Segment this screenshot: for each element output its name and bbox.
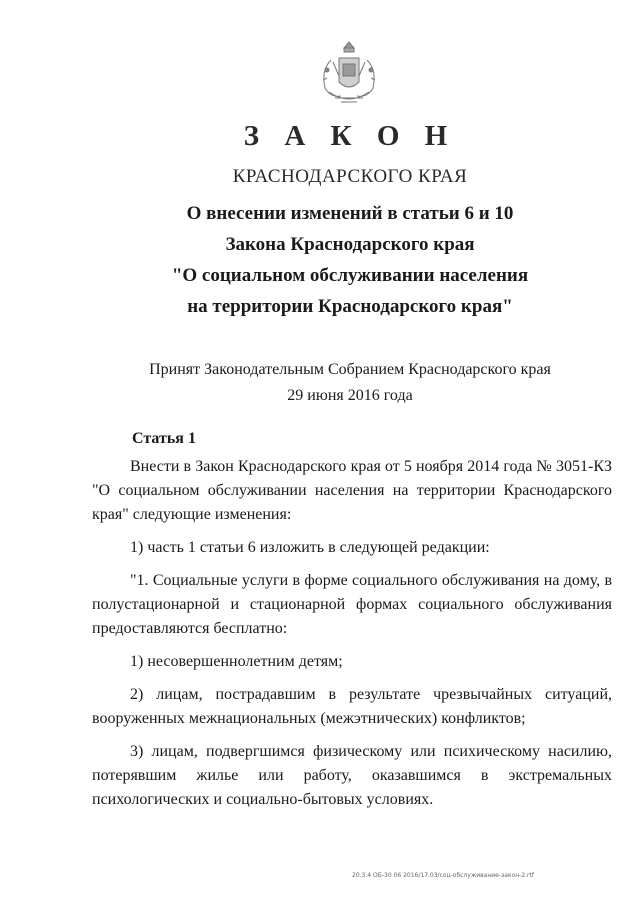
file-path-footer: 20.3.4 ОБ-30 06 2016/17.03/соц-обслуживание-закон-2.rtf — [352, 872, 534, 879]
heading-line: "О социальном обслуживании населения — [171, 265, 529, 286]
adoption-note — [0, 357, 640, 409]
paragraph: Внести в Закон Краснодарского края от 5 ноября 2014 года № 3051-КЗ "О социальном обслуживании населения на территории Краснодарского края" следующие изменения: — [92, 458, 612, 523]
heading-line: на территории Краснодарского края" — [187, 296, 513, 317]
paragraph: 1) часть 1 статьи 6 изложить в следующей редакции: — [130, 539, 490, 556]
coat-of-arms-emblem — [319, 40, 379, 110]
document-title: З А К О Н — [243, 120, 457, 152]
paragraph: 2) лицам, пострадавшим в результате чрезвычайных ситуаций, вооруженных межнациональных (межэтнических) конфликтов; — [92, 686, 612, 727]
paragraph: 1) несовершеннолетним детям; — [130, 653, 343, 670]
article-body — [92, 455, 612, 821]
heading-line: Закона Краснодарского края — [225, 234, 475, 255]
paragraph: 3) лицам, подвергшимся физическому или психическому насилию, потерявшим жилье или работу, оказавшимся в экстремальных психологических и социально-бытовых условиях. — [92, 743, 612, 808]
paragraph: "1. Социальные услуги в форме социального обслуживания на дому, в полустационарной и стационарной формах социального обслуживания предоставляются бесплатно: — [92, 572, 612, 637]
heading-line: О внесении изменений в статьи 6 и 10 — [186, 203, 514, 224]
document-subtitle: КРАСНОДАРСКОГО КРАЯ — [232, 166, 468, 187]
adoption-line: Принят Законодательным Собранием Краснодарского края — [149, 361, 551, 378]
article-title: Статья 1 — [132, 430, 196, 447]
law-heading — [0, 198, 640, 322]
adoption-date: 29 июня 2016 года — [287, 387, 413, 404]
